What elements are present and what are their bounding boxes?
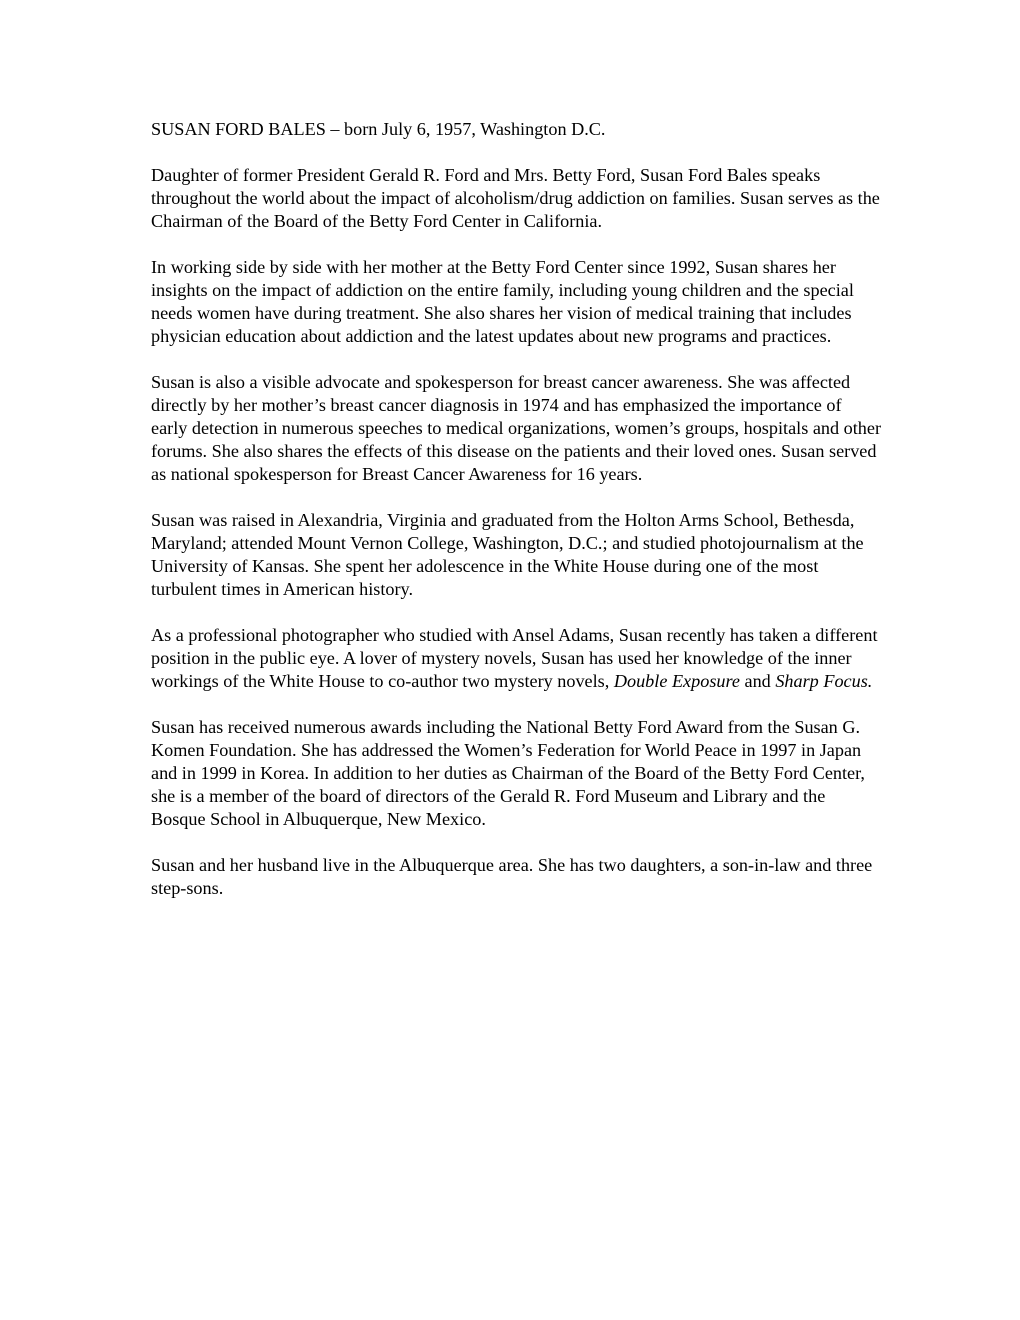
paragraph-breast-cancer-advocacy: Susan is also a visible advocate and spokesperson for breast cancer awareness. She was affected directly by her mother’s breast cancer diagnosis in 1974 and has emphasized the importance of early detection in numerous speeches to medical organizations, women’s groups, hospitals and other forums. She also shares the effects of this disease on the patients and their loved ones. Susan served as national spokesperson for Breast Cancer Awareness for 16 years. (151, 372, 882, 484)
paragraph-awards: Susan has received numerous awards including the National Betty Ford Award from the Susan G. Komen Foundation. She has addressed the Women’s Federation for World Peace in 1997 in Japan and in 1999 in Korea. In addition to her duties as Chairman of the Board of the Betty Ford Center, she is a member of the board of directors of the Gerald R. Ford Museum and Library and the Bosque School in Albuquerque, New Mexico. (151, 717, 865, 829)
book-title-double-exposure: Double Exposure (613, 671, 740, 691)
book-title-sharp-focus: Sharp Focus. (775, 671, 873, 691)
paragraph-photography-novels (151, 624, 881, 693)
paragraph-photography-text: As a professional photographer who studied with Ansel Adams, Susan recently has taken a different position in the public eye. A lover of mystery novels, Susan has used her knowledge of the inner workings of the White House to co-author two mystery novels, (151, 625, 878, 691)
paragraph-photography-and: and (739, 671, 776, 691)
document-page (151, 118, 881, 923)
document-heading: SUSAN FORD BALES – born July 6, 1957, Washington D.C. (151, 119, 606, 139)
paragraph-family: Susan and her husband live in the Albuquerque area. She has two daughters, a son-in-law and three step-sons. (151, 855, 873, 898)
paragraph-education: Susan was raised in Alexandria, Virginia and graduated from the Holton Arms School, Bethesda, Maryland; attended Mount Vernon College, Washington, D.C.; and studied photojournalism at the University of Kansas. She spent her adolescence in the White House during one of the most turbulent times in American history. (151, 510, 864, 599)
paragraph-betty-ford-center: In working side by side with her mother at the Betty Ford Center since 1992, Susan shares her insights on the impact of addiction on the entire family, including young children and the special needs women have during treatment. She also shares her vision of medical training that includes physician education about addiction and the latest updates about new programs and practices. (151, 257, 854, 346)
paragraph-family-background: Daughter of former President Gerald R. Ford and Mrs. Betty Ford, Susan Ford Bales speaks throughout the world about the impact of alcoholism/drug addiction on families. Susan serves as the Chairman of the Board of the Betty Ford Center in California. (151, 165, 880, 231)
